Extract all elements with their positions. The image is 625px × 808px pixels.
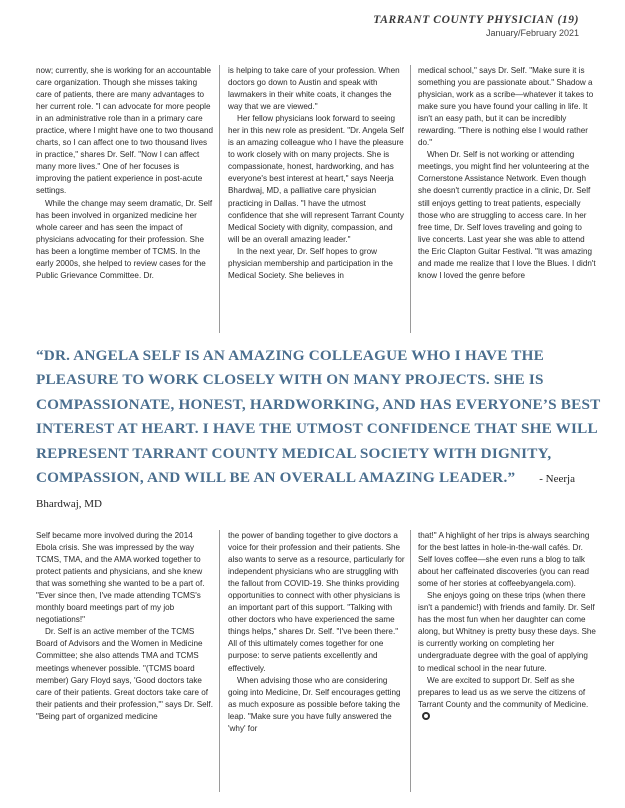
bottom-column-2 bbox=[228, 530, 406, 735]
column-divider bbox=[410, 65, 411, 333]
paragraph: that!" A highlight of her trips is always searching for the best lattes in hole-in-the-wall cafés. Dr. Self loves coffee—she even runs a blog to talk about her caffeinated discoveries (you can read some of her stories at coffeebyangela.com). bbox=[418, 531, 590, 589]
paragraph: When advising those who are considering going into Medicine, Dr. Self encourages getting as much exposure as possible before taking the leap. "Make sure you have fully answered the 'why' for bbox=[228, 675, 401, 733]
paragraph: Dr. Self is an active member of the TCMS Board of Advisors and the Women in Medicine Committee; she also attends TMA and TCMS meetings whenever possible. "(TCMS board member) Gary Floyd says, 'Good doctors take care of their patients. Great doctors take care of their patients and their profession,'" says Dr. Self. "Being part of organized medicine bbox=[36, 627, 213, 721]
paragraph: now; currently, she is working for an accountable care organization. Though she misses taking care of patients, there are many advantages to her current role. "I can advocate for more people in an administrative role than in a primary care practice, where I might have one to two thousand charts, so I can affect one to two thousand lives in practice," shares Dr. Self. "Now I can affect many more lives." One of her focuses is improving the patient experience in post-acute settings. bbox=[36, 66, 214, 196]
bottom-column-1 bbox=[36, 530, 214, 723]
paragraph: Self became more involved during the 2014 Ebola crisis. She was impressed by the way TCMS, TMA, and the AMA worked together to protect patients and physicians, and she knew that was something she wanted to be a part of. "Ever since then, I've made attending TCMS's monthly board meetings part of my job negotiations!" bbox=[36, 531, 205, 625]
paragraph: medical school," says Dr. Self. "Make sure it is something you are passionate about." Shadow a physician, work as a scribe—whatever it takes to make sure you have found your calling in life. It isn't an easy path, but it can be incredibly rewarding. "There is nothing else I would rather do." bbox=[418, 66, 594, 148]
top-column-2 bbox=[228, 65, 406, 282]
tcms-logo-icon bbox=[422, 712, 430, 720]
issue-date: January/February 2021 bbox=[485, 28, 579, 38]
paragraph: While the change may seem dramatic, Dr. Self has been involved in organized medicine her whole career and has seen the impact of physicians advocating for their profession. She has been a longtime member of TCMS. In the early 2000s, she helped to review cases for the Public Grievance Committee. Dr. bbox=[36, 198, 213, 280]
paragraph: the power of banding together to give doctors a voice for their profession and their patients. She also wants to serve as a resource, particularly for independent physicians who are struggling with the fallout from COVID-19. She thinks providing opportunities to connect with other physicians is an important part of this support. "Talking with other doctors who have experienced the same things helps," shares Dr. Self. "I've been there." All of this ultimately comes together for one purpose: to serve patients excellently and effectively. bbox=[228, 531, 405, 673]
pull-quote-text: “DR. ANGELA SELF IS AN AMAZING COLLEAGUE WHO I HAVE THE PLEASURE TO WORK CLOSELY WITH ON MANY PROJECTS. SHE IS COMPASSIONATE, HONEST, HARDWORKING, AND HAS EVERYONE’S BEST INTEREST AT HEART. I HAVE THE UTMOST CONFIDENCE THAT SHE WILL REPRESENT TARRANT COUNTY MEDICAL SOCIETY WITH DIGNITY, COMPASSION, AND WILL BE AN OVERALL AMAZING LEADER.” bbox=[36, 347, 601, 487]
paragraph: Her fellow physicians look forward to seeing her in this new role as president. "Dr. Angela Self is an amazing colleague who I have the pleasure to work closely with on many projects. She is compassionate, honest, hardworking, and has everyone's best interest at heart," says Neerja Bhardwaj, MD, a palliative care physician practicing in Dallas. "I have the utmost confidence that she will represent Tarrant County Medical Society with dignity, compassion, and will be an overall amazing leader." bbox=[228, 114, 404, 244]
column-divider bbox=[410, 530, 411, 792]
pull-quote-attribution: - Neerja Bhardwaj, MD bbox=[36, 473, 575, 511]
top-column-1 bbox=[36, 65, 214, 282]
page-header bbox=[373, 14, 579, 38]
column-divider bbox=[219, 530, 220, 792]
paragraph: is helping to take care of your profession. When doctors go down to Austin and speak with lawmakers in their white coats, it changes the way that we are viewed." bbox=[228, 66, 400, 112]
publication-title: TARRANT COUNTY PHYSICIAN (19) bbox=[373, 14, 579, 26]
bottom-column-3 bbox=[418, 530, 596, 723]
paragraph bbox=[418, 675, 596, 723]
pull-quote bbox=[36, 344, 602, 517]
column-divider bbox=[219, 65, 220, 333]
top-column-3 bbox=[418, 65, 596, 282]
paragraph: When Dr. Self is not working or attending meetings, you might find her volunteering at the Cornerstone Assistance Network. Even though she doesn't currently practice in a clinic, Dr. Self still enjoys getting to treat patients, especially those who are struggling to access care. In her free time, Dr. Self loves traveling and going to live concerts. Last year she was able to attend the Eric Clapton Guitar Festival. "It was amazing and made me realize that I love the Blues. I didn't know I loved the genre before bbox=[418, 150, 596, 280]
closing-text: We are excited to support Dr. Self as she prepares to lead us as we serve the citizens of Tarrant County and the community of Medicine. bbox=[418, 675, 589, 709]
paragraph: She enjoys going on these trips (when there isn't a pandemic!) with friends and family. Dr. Self has the most fun when her daughter can come along, but Whitney is pretty busy these days. She is currently working on completing her undergraduate degree with the goal of applying to medical school in the near future. bbox=[418, 591, 596, 673]
paragraph: In the next year, Dr. Self hopes to grow physician membership and participation in the Medical Society. She believes in bbox=[228, 246, 393, 280]
